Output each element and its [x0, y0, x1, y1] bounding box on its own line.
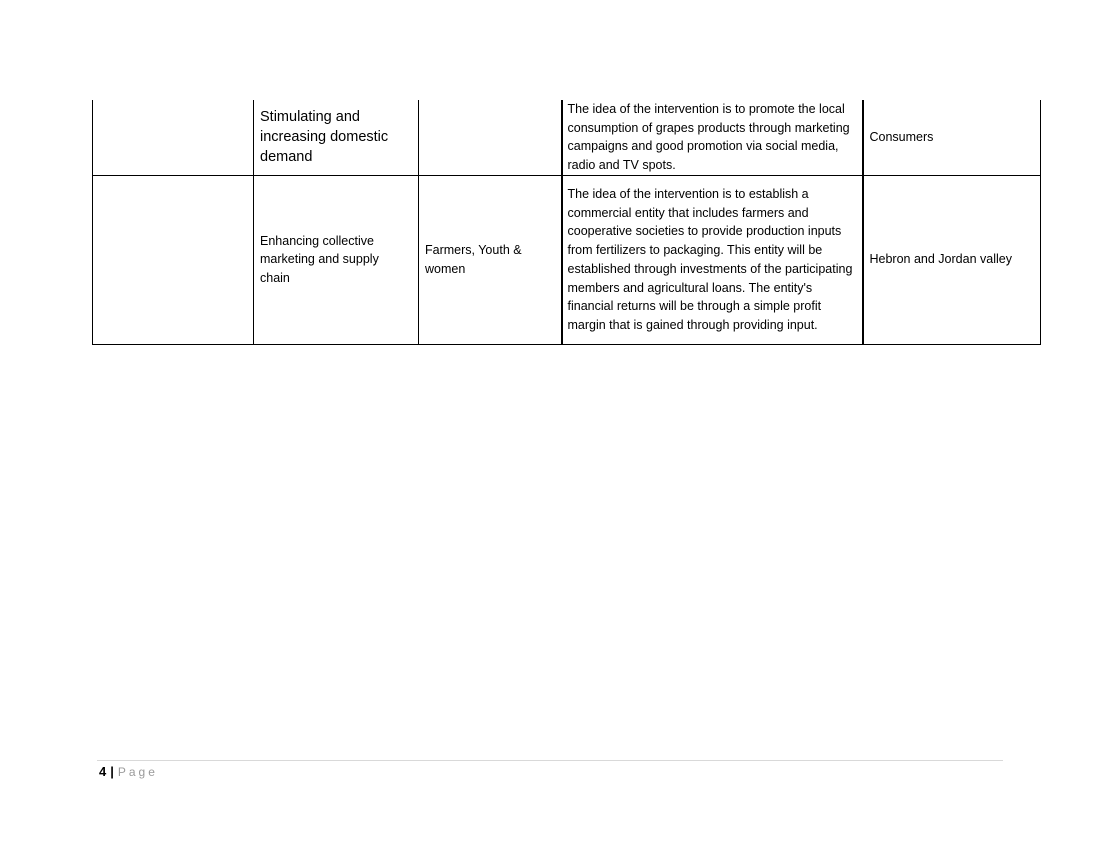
target-group-cell [419, 100, 562, 175]
target-group-cell: Farmers, Youth & women [419, 175, 562, 344]
table-row [93, 175, 1041, 344]
footer-divider [97, 760, 1003, 761]
location-cell: Hebron and Jordan valley [863, 175, 1041, 344]
table-cell-empty [93, 100, 254, 175]
description-cell: The idea of the intervention is to promote the local consumption of grapes products through marketing campaigns and good promotion via social media, radio and TV spots. [562, 100, 863, 175]
table-row [93, 100, 1041, 175]
page-label: Page [117, 765, 158, 779]
intervention-title-cell: Enhancing collective marketing and supply chain [254, 175, 419, 344]
page-number: 4 [99, 764, 107, 779]
intervention-table [92, 100, 1041, 345]
table-cell-empty [93, 175, 254, 344]
description-cell: The idea of the intervention is to establish a commercial entity that includes farmers and cooperative societies to provide production inputs from fertilizers to packaging. This entity will be established through investments of the participating members and agricultural loans. The entity's financial returns will be through a simple profit margin that is gained through providing input. [562, 175, 863, 344]
beneficiary-cell: Consumers [863, 100, 1041, 175]
page-footer [99, 764, 158, 780]
footer-separator: | [110, 764, 114, 779]
intervention-title-cell: Stimulating and increasing domestic demand [254, 100, 419, 175]
